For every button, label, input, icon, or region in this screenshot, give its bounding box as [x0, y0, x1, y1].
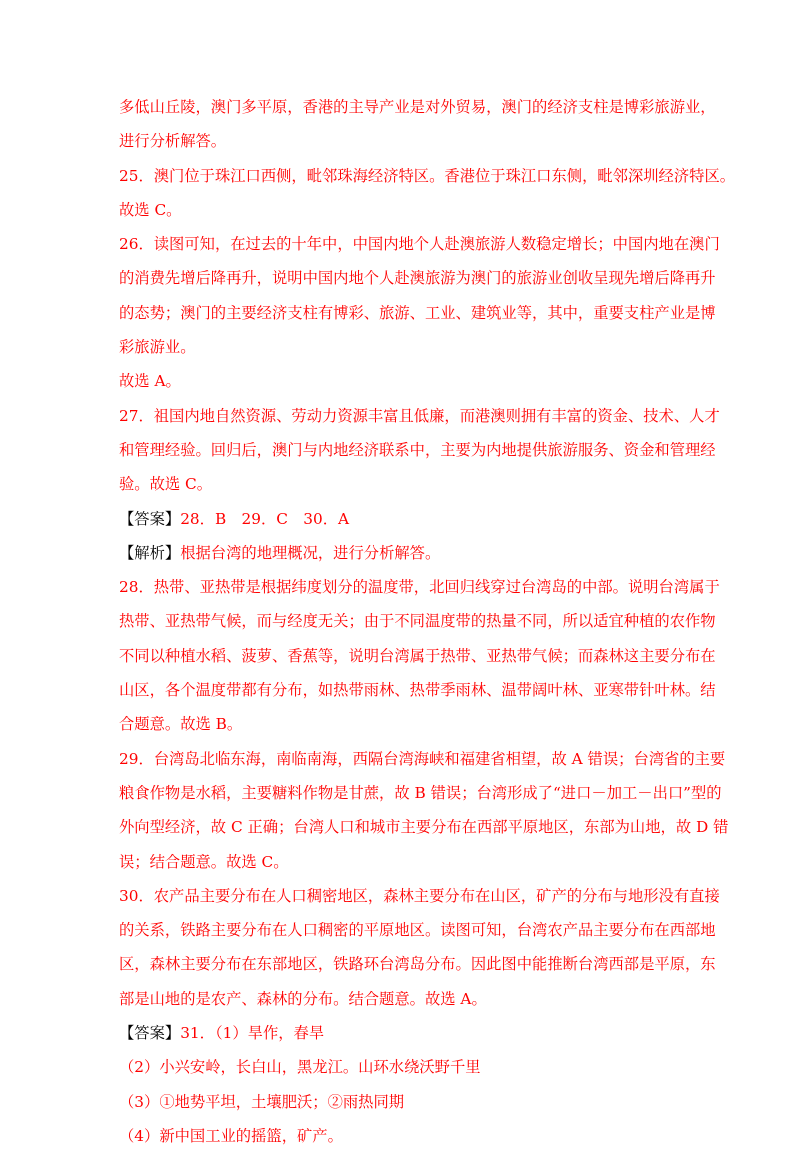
answer-line	[119, 1016, 699, 1050]
text-line: 29．台湾岛北临东海，南临南海，西隔台湾海峡和福建省相望，故 A 错误；台湾省的主要	[119, 749, 726, 768]
text-line: （2）小兴安岭，长白山，黑龙江。山环水绕沃野千里	[119, 1058, 481, 1077]
text-line: 合题意。故选 B。	[119, 715, 243, 734]
text-line: 进行分析解答。	[119, 132, 227, 151]
answer-tag: 【答案】	[119, 1024, 181, 1043]
text-line: 故选 A。	[119, 372, 181, 391]
text-line: 热带、亚热带气候，而与经度无关；由于不同温度带的热量不同，所以适宜种植的农作物	[119, 612, 716, 631]
text-line: 28．热带、亚热带是根据纬度划分的温度带，北回归线穿过台湾岛的中部。说明台湾属于	[119, 578, 720, 597]
text-line: 故选 C。	[119, 200, 182, 219]
text-line: 彩旅游业。	[119, 338, 196, 357]
text-line: 25．澳门位于珠江口西侧，毗邻珠海经济特区。香港位于珠江口东侧，毗邻深圳经济特区。	[119, 166, 736, 185]
answer-tag: 【答案】	[119, 509, 181, 528]
text-line: 粮食作物是水稻，主要糖料作物是甘蔗，故 B 错误；台湾形成了“进口－加工－出口”型的	[119, 783, 722, 802]
answer-text: 28．B 29．C 30．A	[180, 509, 350, 528]
answer-tag: 【解析】	[119, 543, 181, 562]
answer-text-body	[119, 90, 736, 1153]
answer-text: 根据台湾的地理概况，进行分析解答。	[180, 543, 441, 562]
text-line: 误；结合题意。故选 C。	[119, 852, 289, 871]
text-line: 和管理经验。回归后，澳门与内地经济联系中，主要为内地提供旅游服务、资金和管理经	[119, 440, 716, 459]
text-line: 多低山丘陵，澳门多平原，香港的主导产业是对外贸易，澳门的经济支柱是博彩旅游业，	[119, 98, 716, 116]
text-line: 验。故选 C。	[119, 475, 213, 494]
text-line: （3）①地势平坦，土壤肥沃；②雨热同期	[119, 1092, 405, 1111]
text-line: 的消费先增后降再升，说明中国内地个人赴澳旅游为澳门的旅游业创收呈现先增后降再升	[119, 269, 716, 288]
text-line: 部是山地的是农产、森林的分布。结合题意。故选 A。	[119, 989, 487, 1008]
text-line: 30．农产品主要分布在人口稠密地区，森林主要分布在山区，矿产的分布与地形没有直接	[119, 886, 720, 905]
text-line: 26．读图可知，在过去的十年中，中国内地个人赴澳旅游人数稳定增长；中国内地在澳门	[119, 235, 720, 254]
answer-text: 31．（1）旱作，春旱	[180, 1024, 325, 1043]
text-line: 27．祖国内地自然资源、劳动力资源丰富且低廉，而港澳则拥有丰富的资金、技术、人才	[119, 406, 720, 425]
text-line: 山区，各个温度带都有分布，如热带雨林、热带季雨林、温带阔叶林、亚寒带针叶林。结	[119, 681, 716, 700]
answer-line	[119, 536, 699, 570]
text-line: 不同以种植水稻、菠萝、香蕉等，说明台湾属于热带、亚热带气候；而森林这主要分布在	[119, 646, 716, 665]
text-line: 的态势；澳门的主要经济支柱有博彩、旅游、工业、建筑业等，其中，重要支柱产业是博	[119, 303, 716, 322]
text-line: 区，森林主要分布在东部地区，铁路环台湾岛分布。因此图中能推断台湾西部是平原，东	[119, 955, 716, 974]
text-line: 外向型经济，故 C 正确；台湾人口和城市主要分布在西部平原地区，东部为山地，故 D 错	[119, 818, 729, 837]
text-line: （4）新中国工业的摇篮，矿产。	[119, 1126, 343, 1145]
text-line: 的关系，铁路主要分布在人口稠密的平原地区。读图可知，台湾农产品主要分布在西部地	[119, 921, 716, 940]
answer-line	[119, 502, 699, 536]
